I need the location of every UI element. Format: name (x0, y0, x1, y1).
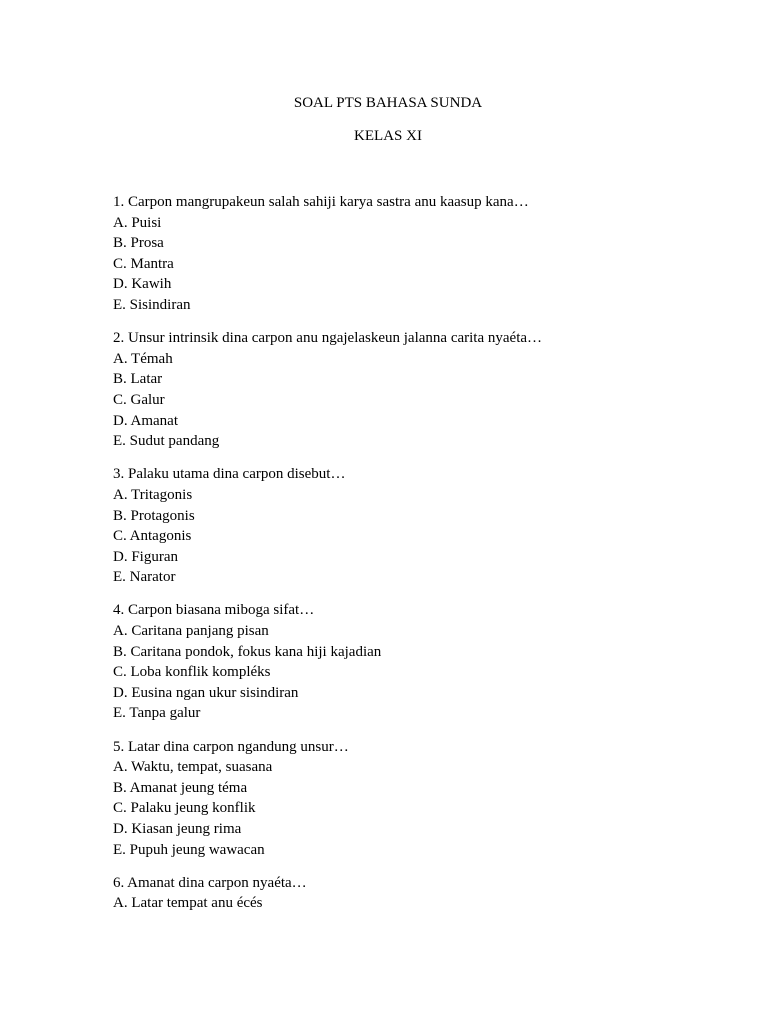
answer-option: B. Amanat jeung téma (113, 779, 248, 796)
question-text: 3. Palaku utama dina carpon disebut… (113, 466, 346, 483)
question-item (113, 600, 733, 724)
answer-option: C. Palaku jeung konflik (113, 800, 256, 817)
question-text: 2. Unsur intrinsik dina carpon anu ngajelaskeun jalanna carita nyaéta… (113, 330, 543, 347)
answer-option: E. Sudut pandang (113, 433, 220, 450)
answer-option: A. Puisi (113, 214, 162, 231)
question-item (113, 328, 733, 452)
document-title: SOAL PTS BAHASA SUNDA (293, 95, 483, 111)
question-text: 4. Carpon biasana miboga sifat… (113, 602, 315, 619)
answer-option: E. Tanpa galur (113, 705, 201, 722)
answer-option: A. Waktu, tempat, suasana (113, 759, 273, 776)
document-subtitle: KELAS XI (354, 128, 422, 144)
answer-option: D. Kiasan jeung rima (113, 821, 242, 837)
question-item (113, 737, 733, 861)
answer-option: E. Sisindiran (113, 296, 191, 313)
answer-option: D. Kawih (113, 276, 172, 293)
question-list (113, 192, 733, 927)
answer-option: D. Eusina ngan ukur sisindiran (113, 684, 299, 701)
answer-option: C. Galur (113, 391, 165, 408)
answer-option: A. Caritana panjang pisan (113, 623, 269, 640)
question-text: 1. Carpon mangrupakeun salah sahiji karya sastra anu kaasup kana… (113, 194, 529, 210)
answer-option: C. Antagonis (113, 528, 192, 545)
question-item (113, 464, 733, 588)
question-item (113, 192, 733, 316)
answer-option: C. Loba konflik kompléks (113, 664, 271, 681)
answer-option: B. Latar (113, 371, 163, 388)
question-item (113, 873, 733, 914)
answer-option: A. Tritagonis (113, 486, 193, 503)
answer-option: E. Pupuh jeung wawacan (113, 841, 265, 858)
answer-option: C. Mantra (113, 255, 174, 272)
question-text: 6. Amanat dina carpon nyaéta… (113, 874, 307, 891)
answer-option: A. Témah (113, 350, 173, 367)
answer-option: B. Prosa (113, 235, 164, 252)
answer-option: B. Caritana pondok, fokus kana hiji kajadian (113, 643, 382, 660)
question-text: 5. Latar dina carpon ngandung unsur… (113, 738, 349, 755)
answer-option: D. Amanat (113, 412, 178, 429)
answer-option: A. Latar tempat anu écés (113, 895, 263, 912)
answer-option: E. Narator (113, 569, 176, 586)
answer-option: D. Figuran (113, 548, 178, 565)
answer-option: B. Protagonis (113, 507, 195, 524)
